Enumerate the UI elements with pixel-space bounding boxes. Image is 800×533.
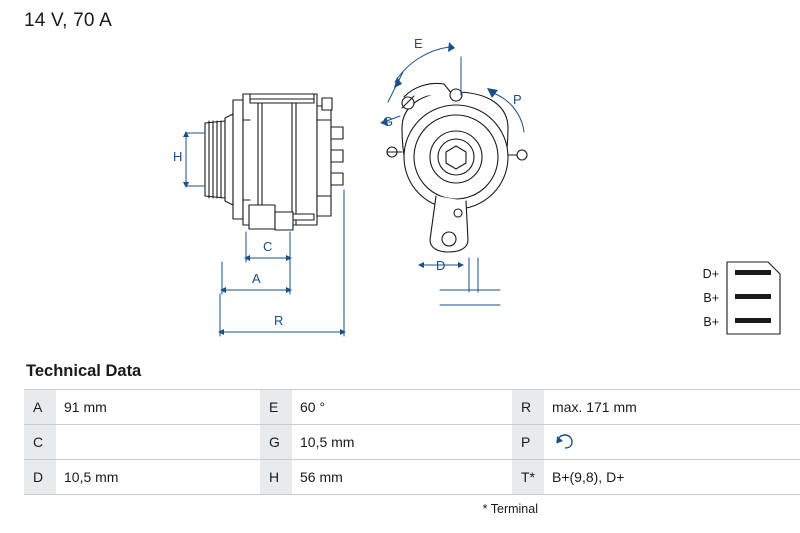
row-value-p bbox=[544, 425, 800, 460]
table-footnote: * Terminal bbox=[482, 502, 538, 516]
dim-label-P: P bbox=[513, 92, 522, 107]
row-value-d: 10,5 mm bbox=[56, 460, 260, 495]
technical-data-table bbox=[24, 389, 800, 495]
dim-label-E: E bbox=[414, 36, 423, 51]
row-value-g: 10,5 mm bbox=[292, 425, 512, 460]
dim-label-A: A bbox=[252, 271, 261, 286]
dim-label-D: D bbox=[436, 258, 446, 273]
dim-label-G: G bbox=[383, 114, 394, 129]
row-key-a: A bbox=[24, 390, 56, 425]
technical-data-heading: Technical Data bbox=[26, 362, 142, 380]
row-key-e: E bbox=[260, 390, 292, 425]
dim-label-C: C bbox=[263, 239, 273, 254]
dim-label-H: H bbox=[173, 149, 183, 164]
row-key-r: R bbox=[512, 390, 544, 425]
row-value-h: 56 mm bbox=[292, 460, 512, 495]
rotation-direction-icon bbox=[552, 432, 576, 453]
row-key-d: D bbox=[24, 460, 56, 495]
table-row bbox=[24, 390, 800, 425]
table-row bbox=[24, 460, 800, 495]
terminal-label-2: B+ bbox=[703, 315, 719, 329]
row-value-a: 91 mm bbox=[56, 390, 260, 425]
row-key-t: T* bbox=[512, 460, 544, 495]
dim-label-R: R bbox=[274, 313, 284, 328]
terminal-label-1: B+ bbox=[703, 291, 719, 305]
row-value-e: 60 ° bbox=[292, 390, 512, 425]
terminal-label-0: D+ bbox=[702, 267, 719, 281]
table-row bbox=[24, 425, 800, 460]
page-title: 14 V, 70 A bbox=[24, 10, 112, 31]
row-value-t: B+(9,8), D+ bbox=[544, 460, 800, 495]
row-key-g: G bbox=[260, 425, 292, 460]
terminal-block bbox=[727, 262, 780, 334]
row-value-r: max. 171 mm bbox=[544, 390, 800, 425]
side-view-alternator bbox=[205, 94, 343, 230]
row-key-p: P bbox=[512, 425, 544, 460]
row-key-c: C bbox=[24, 425, 56, 460]
row-key-h: H bbox=[260, 460, 292, 495]
technical-data-section bbox=[24, 362, 776, 516]
row-value-c bbox=[56, 425, 260, 460]
front-view-alternator bbox=[387, 84, 527, 252]
